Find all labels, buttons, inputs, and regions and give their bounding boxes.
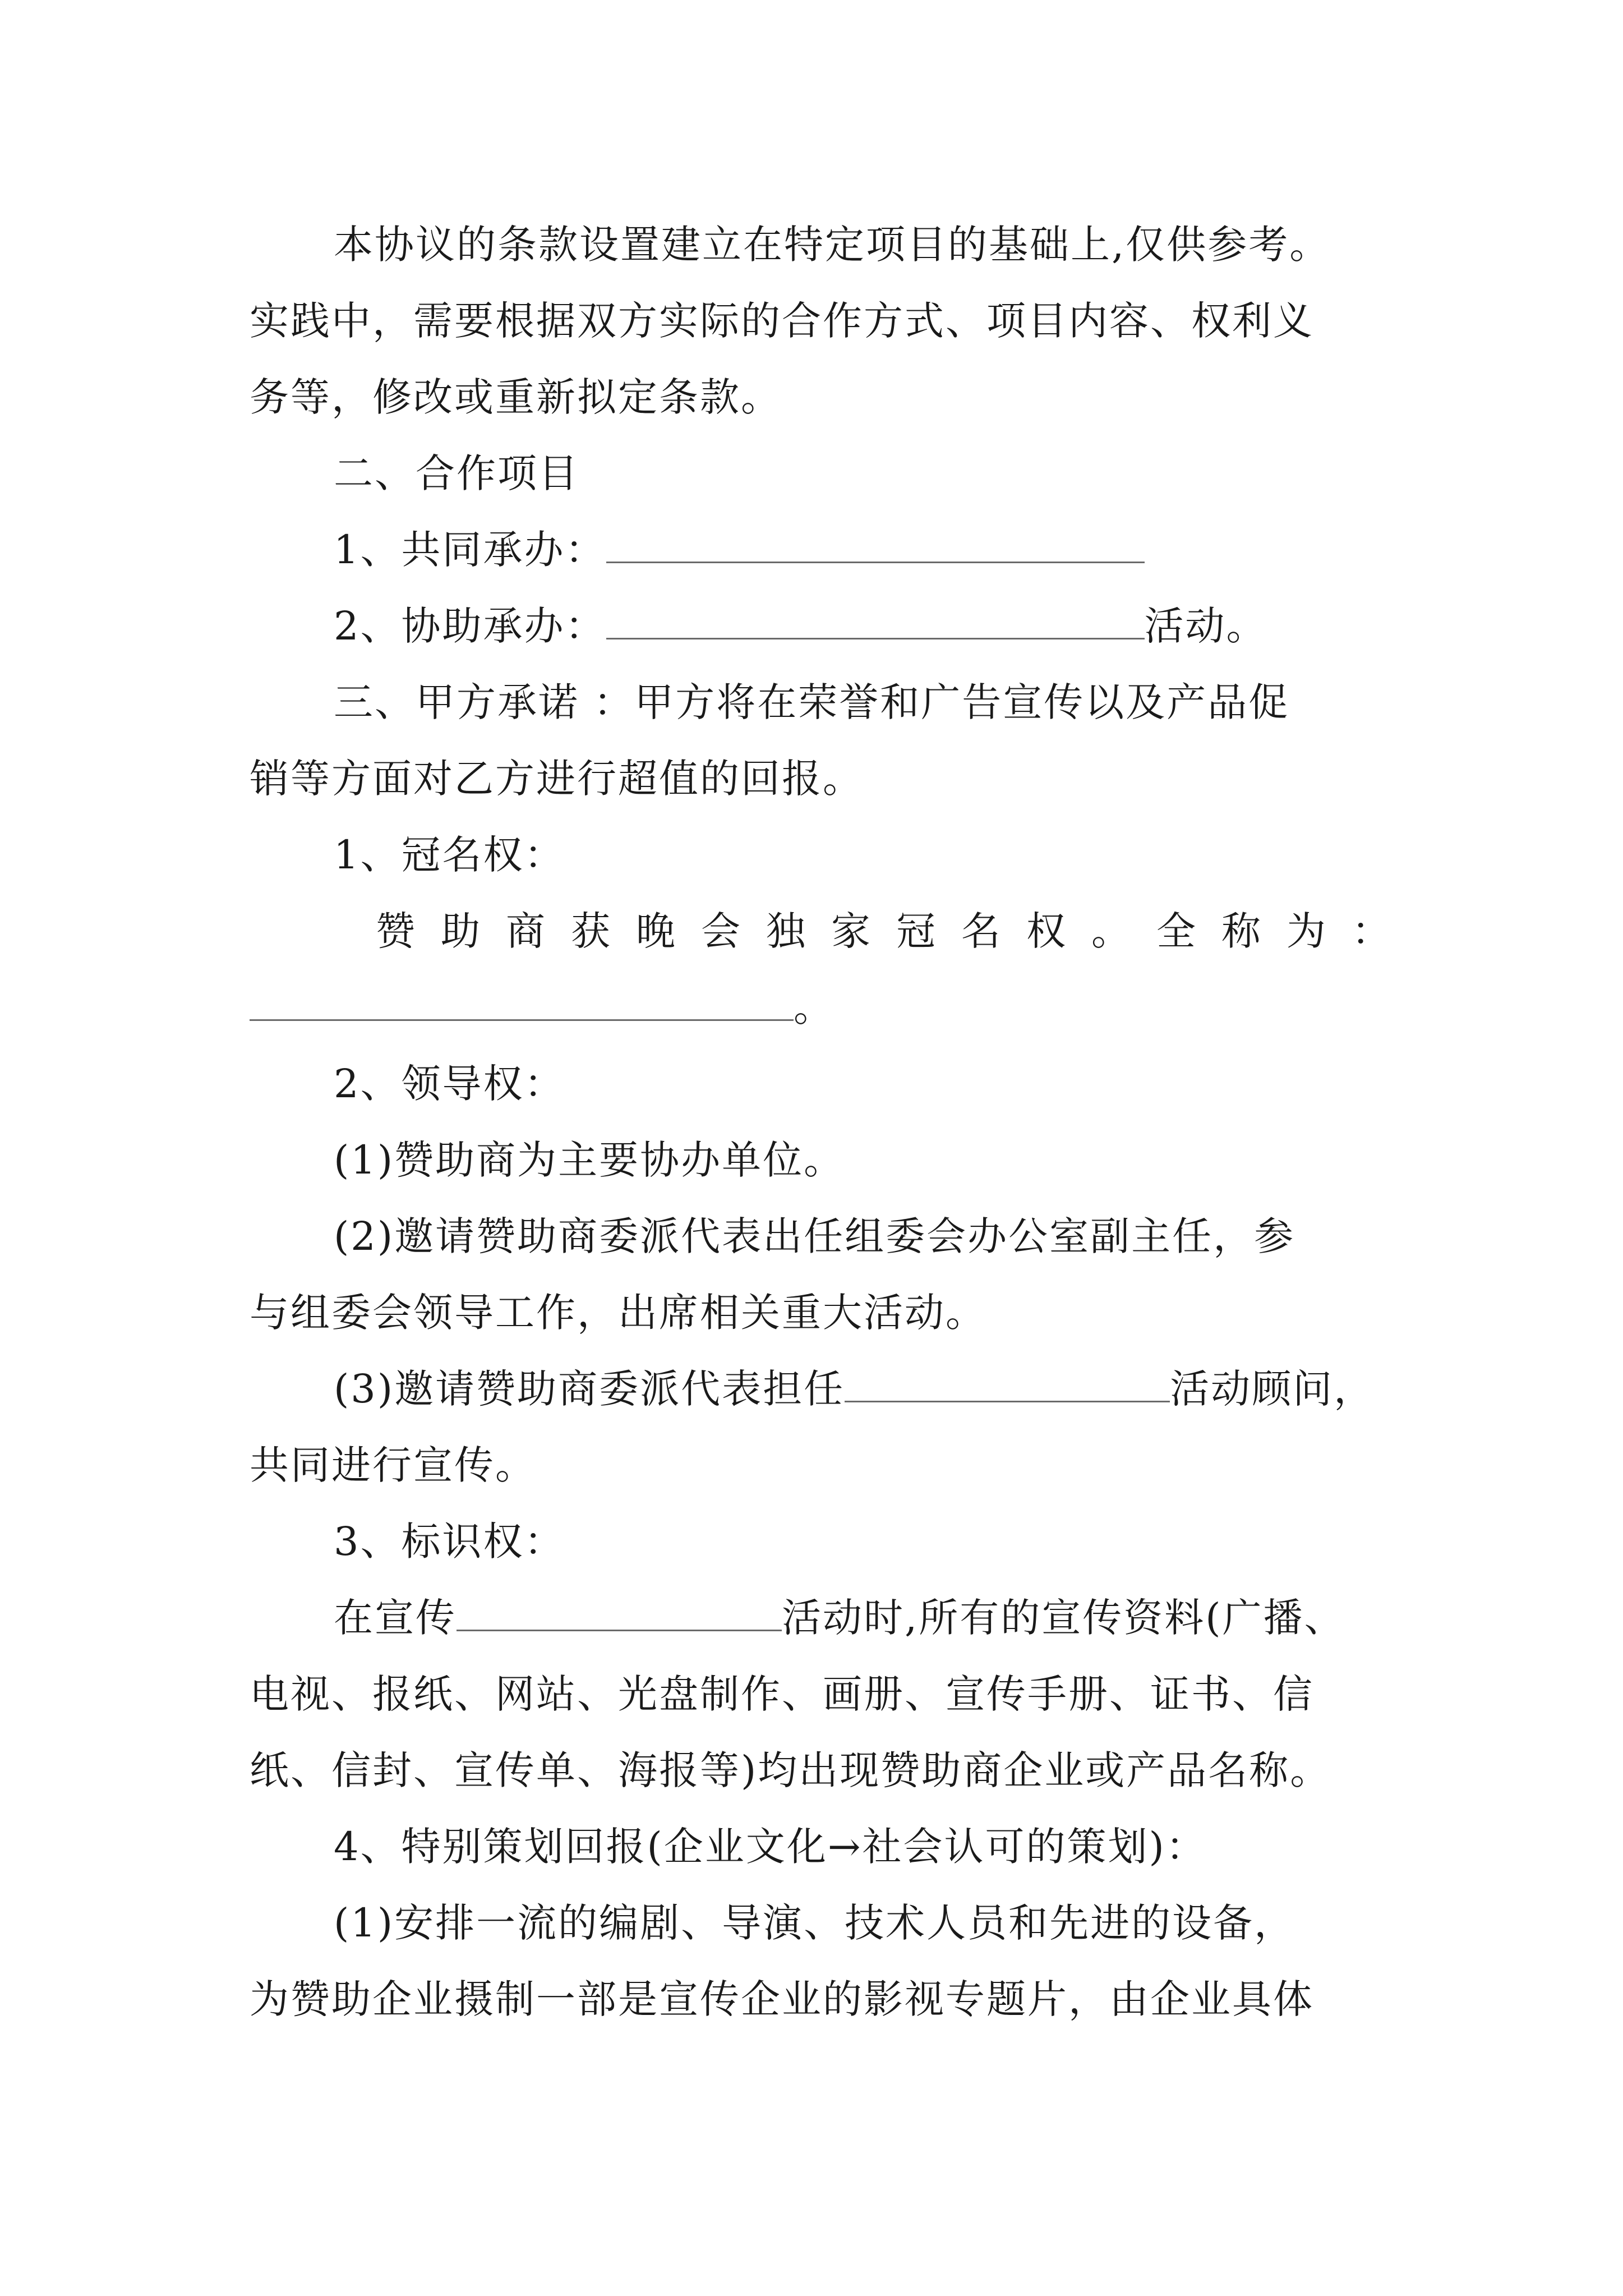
blank-underline: [606, 604, 1145, 639]
form-line: [250, 1355, 1489, 1423]
blank-underline: [845, 1367, 1170, 1402]
text: 纸、信封、宣传单、海报等)均出现赞助商企业或产品名称。: [250, 1747, 1331, 1793]
text: 二、合作项目: [334, 450, 579, 496]
form-line: [250, 516, 1489, 583]
text: (1)安排一流的编剧、导演、技术人员和先进的设备，: [334, 1900, 1295, 1946]
paragraph-line: [250, 669, 1489, 736]
text: 4、特别策划回报(企业文化→社会认可的策划)：: [334, 1824, 1207, 1870]
paragraph-line: [250, 287, 1405, 355]
section-heading: [250, 1813, 1489, 1880]
text: 活动顾问，: [1170, 1366, 1375, 1412]
paragraph-line: [250, 1126, 1489, 1194]
paragraph-line: [250, 1203, 1489, 1270]
field-label: 1、共同承办：: [334, 527, 606, 573]
text: (2)邀请赞助商委派代表出任组委会办公室副主任，参: [334, 1213, 1295, 1259]
text: 共同进行宣传。: [250, 1442, 536, 1488]
blank-underline: [606, 528, 1145, 563]
form-line: [250, 1584, 1489, 1651]
paragraph-line: [250, 1966, 1405, 2033]
text: (3)邀请赞助商委派代表担任: [334, 1366, 845, 1412]
text: 本协议的条款设置建立在特定项目的基础上,仅供参考。: [334, 222, 1331, 268]
paragraph-line: [250, 1432, 1405, 1499]
text: 活动。: [1144, 603, 1267, 649]
text: 。: [794, 984, 834, 1030]
text: 2、领导权：: [334, 1061, 565, 1107]
section-heading: [250, 1050, 1489, 1117]
text: (1)赞助商为主要协办单位。: [334, 1137, 845, 1183]
section-heading: [250, 821, 1489, 889]
text: 销等方面对乙方进行超值的回报。: [250, 756, 864, 802]
blank-underline: [250, 986, 794, 1021]
text: 电视、报纸、网站、光盘制作、画册、宣传手册、证书、信: [250, 1671, 1314, 1717]
paragraph-line: [250, 1279, 1405, 1346]
paragraph-line: [250, 211, 1489, 278]
paragraph-line: [250, 364, 1405, 431]
text: 在宣传: [334, 1595, 457, 1641]
text: 3、标识权：: [334, 1519, 565, 1565]
paragraph-line: [250, 898, 1531, 965]
section-heading: [250, 440, 1489, 507]
form-line: [250, 974, 1405, 1041]
field-label: 2、协助承办：: [334, 603, 606, 649]
section-heading: [250, 1508, 1489, 1575]
text: 活动时,所有的宣传资料(广播、: [782, 1595, 1345, 1641]
paragraph-line: [250, 1737, 1405, 1804]
paragraph-line: [250, 1660, 1405, 1728]
text: 赞助商获晚会独家冠名权。全称为：: [376, 908, 1417, 954]
text: 实践中，需要根据双方实际的合作方式、项目内容、权利义: [250, 298, 1314, 344]
paragraph-line: [250, 1889, 1489, 1957]
paragraph-line: [250, 745, 1405, 812]
text: 为赞助企业摄制一部是宣传企业的影视专题片，由企业具体: [250, 1976, 1314, 2022]
form-line: [250, 592, 1489, 660]
text: 与组委会领导工作，出席相关重大活动。: [250, 1290, 986, 1336]
text: 三、甲方承诺 ：甲方将在荣誉和广告宣传以及产品促: [334, 679, 1290, 725]
blank-underline: [457, 1596, 782, 1631]
text: 1、冠名权：: [334, 832, 565, 878]
text: 务等，修改或重新拟定条款。: [250, 374, 782, 420]
